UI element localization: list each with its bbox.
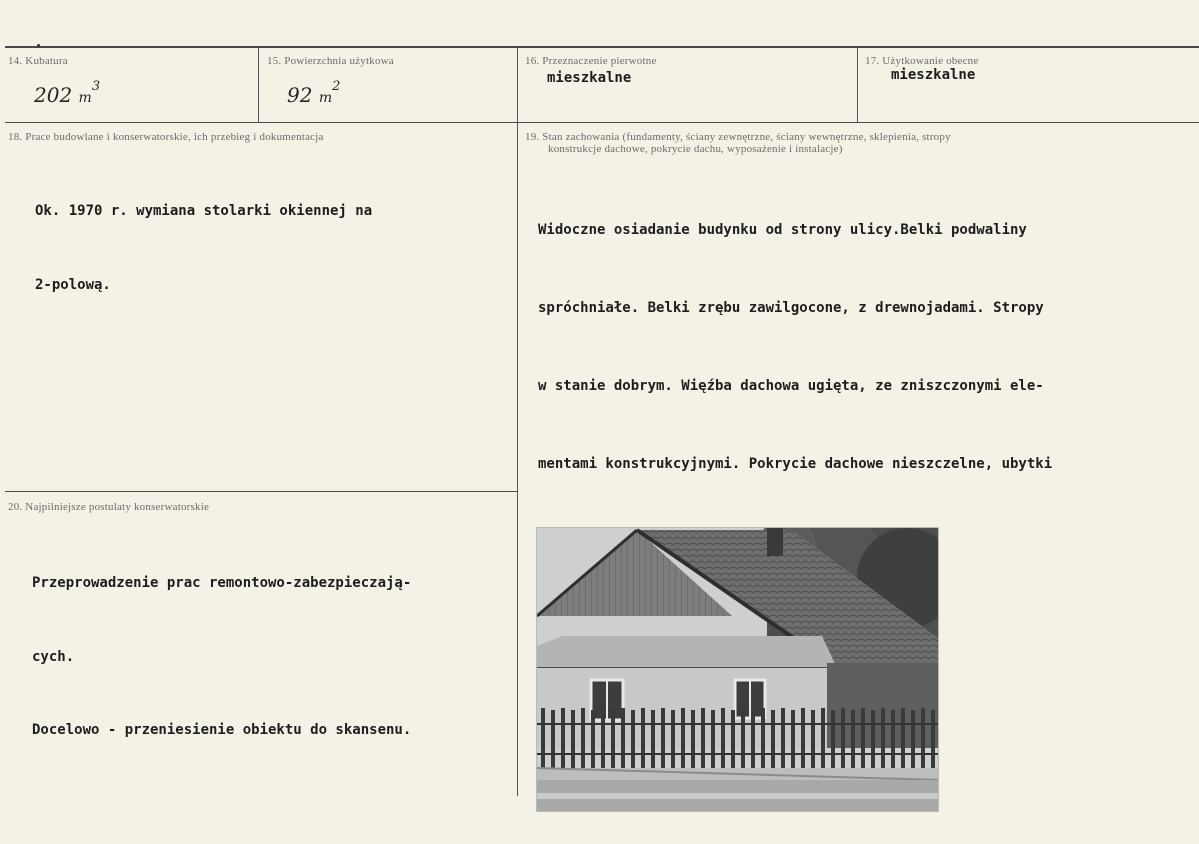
area-number: 92: [287, 83, 313, 107]
house-photo-drawing: [537, 528, 938, 811]
field-20-line: Przeprowadzenie prac remontowo-zabezpieczają-: [32, 575, 412, 591]
field-20-text: [32, 522, 411, 792]
field-18-text: [35, 150, 372, 346]
field-15-label: 15. Powierzchnia użytkowa: [267, 55, 394, 67]
field-19-line: mentami konstrukcyjnymi. Pokrycie dachowe nieszczelne, ubytki: [538, 456, 1053, 472]
field-15-value: [287, 79, 341, 107]
field-17-value: mieszkalne: [891, 67, 976, 83]
field-14-value: [34, 79, 101, 107]
field-18-line: 2-polową.: [35, 276, 111, 293]
field-19-line: Widoczne osiadanie budynku od strony ulicy.Belki podwaliny: [538, 222, 1027, 238]
area-exponent: 2: [332, 79, 341, 95]
row-rule: [5, 122, 1199, 123]
field-17-label: 17. Użytkowanie obecne: [865, 55, 979, 67]
field-19-line: w stanie dobrym. Więźba dachowa ugięta, ze zniszczonymi ele-: [538, 378, 1044, 394]
field-20-line: cych.: [32, 648, 75, 665]
ink-dot: [37, 44, 40, 47]
area-unit: m: [318, 90, 333, 106]
divider-14-15: [258, 48, 259, 122]
house-photograph: [536, 527, 939, 812]
cubature-number: 202: [34, 83, 73, 107]
cubature-exponent: 3: [91, 79, 101, 95]
divider-16-17: [857, 48, 858, 122]
divider-15-16: [517, 48, 518, 796]
field-16-label: 16. Przeznaczenie pierwotne: [525, 55, 657, 67]
field-18-label: 18. Prace budowlane i konserwatorskie, ich przebieg i dokumentacja: [8, 131, 324, 143]
field-19-label-line: 19. Stan zachowania (fundamenty, ściany zewnętrzne, ściany wewnętrzne, sklepienia, stropy: [525, 131, 951, 143]
field-19-line: spróchniałe. Belki zrębu zawilgocone, z drewnojadami. Stropy: [538, 300, 1044, 316]
field-20-label: 20. Najpilniejsze postulaty konserwatorskie: [8, 501, 210, 513]
field-20-line: Docelowo - przeniesienie obiektu do skansenu.: [32, 722, 412, 738]
field-19-label-line: konstrukcje dachowe, pokrycie dachu, wyposażenie i instalacje): [548, 143, 843, 155]
field-16-value: mieszkalne: [547, 70, 632, 86]
field-19-label: [525, 131, 951, 155]
cubature-unit: m: [78, 90, 92, 106]
top-rule: [5, 46, 1199, 48]
field-18-line: Ok. 1970 r. wymiana stolarki okiennej na: [35, 203, 373, 219]
section-20-rule: [5, 491, 517, 492]
field-14-label: 14. Kubatura: [8, 55, 68, 67]
